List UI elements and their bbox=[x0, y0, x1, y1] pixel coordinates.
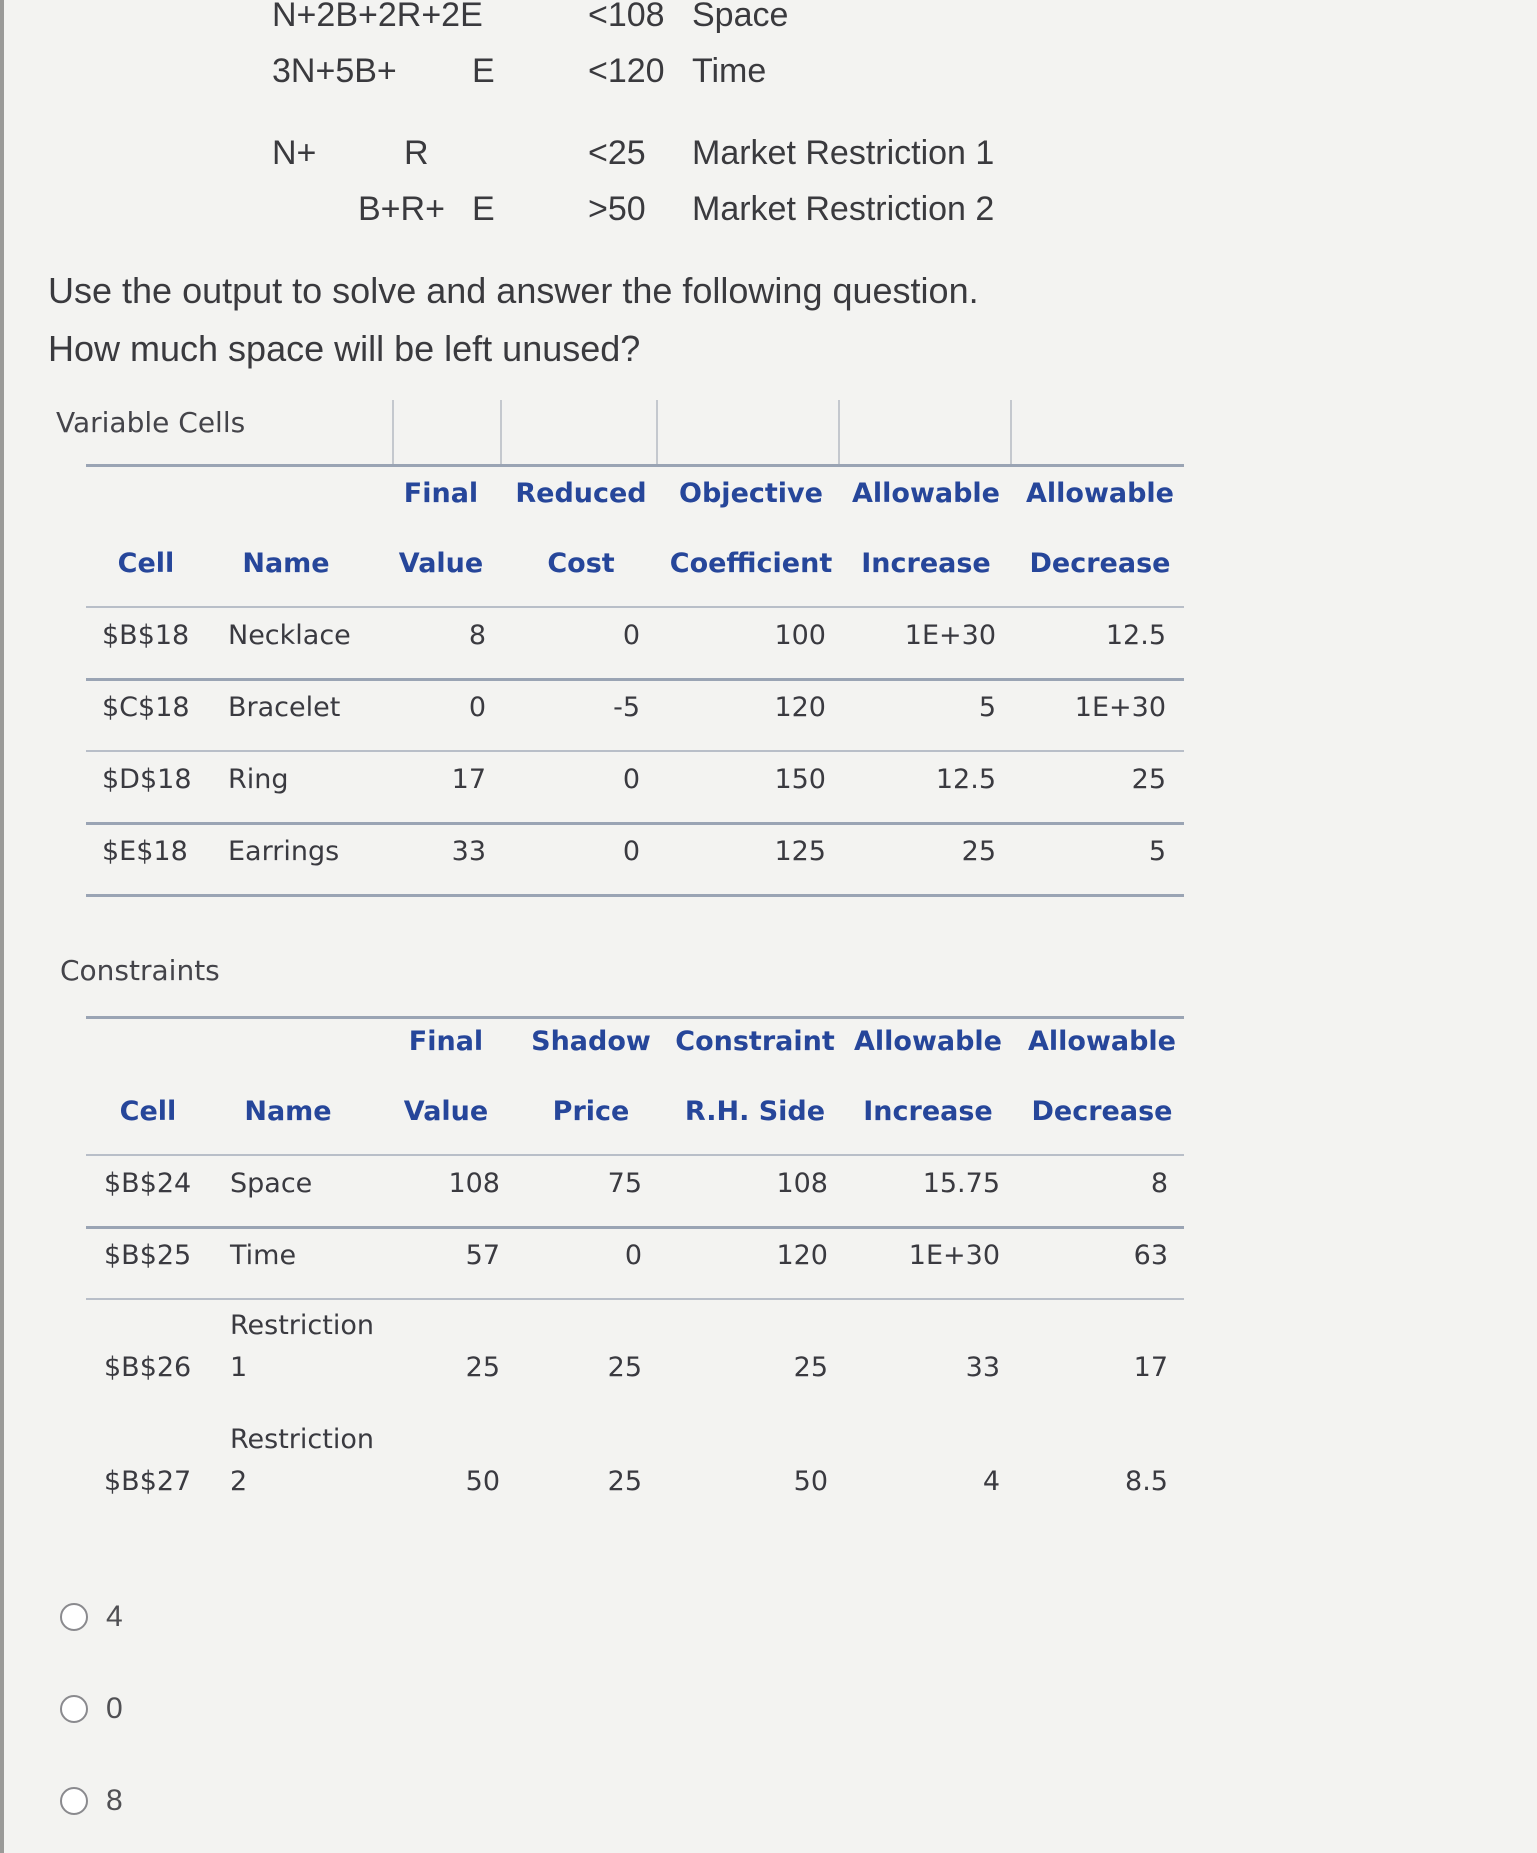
constraint-expr-r: R bbox=[404, 134, 429, 172]
row-reduced: 0 bbox=[622, 764, 640, 795]
row-name: Space bbox=[230, 1168, 313, 1199]
constraint-label: Time bbox=[692, 52, 767, 90]
header-cell: Cell bbox=[117, 548, 175, 579]
table-rule bbox=[86, 678, 1184, 681]
header-allowable-inc: Allowable bbox=[851, 478, 1000, 509]
row-objective: 125 bbox=[774, 836, 826, 867]
header-price: Price bbox=[552, 1096, 630, 1127]
table-rule bbox=[86, 1298, 1184, 1300]
row-name: Restriction bbox=[230, 1310, 374, 1341]
constraint-expr-e: E bbox=[472, 190, 495, 228]
constraint-line-space bbox=[0, 0, 1100, 40]
row-rhs: 25 bbox=[793, 1352, 828, 1383]
row-increase: 1E+30 bbox=[908, 1240, 1000, 1271]
row-name: Ring bbox=[228, 764, 289, 795]
row-final: 108 bbox=[448, 1168, 500, 1199]
header-decrease: Decrease bbox=[1029, 548, 1171, 579]
table-rule bbox=[86, 464, 1184, 467]
table-rule bbox=[86, 822, 1184, 825]
header-final: Final bbox=[408, 1026, 484, 1057]
row-objective: 150 bbox=[774, 764, 826, 795]
constraint-line-market2 bbox=[0, 190, 1100, 230]
row-increase: 33 bbox=[965, 1352, 1000, 1383]
header-cost: Cost bbox=[547, 548, 615, 579]
row-reduced: 0 bbox=[622, 836, 640, 867]
row-cell: $B$18 bbox=[102, 620, 190, 651]
row-shadow: 75 bbox=[607, 1168, 642, 1199]
row-name-suffix: 2 bbox=[230, 1466, 248, 1497]
row-rhs: 120 bbox=[776, 1240, 828, 1271]
table-rule bbox=[86, 894, 1184, 897]
constraint-rel: <120 bbox=[588, 52, 665, 90]
grid-divider bbox=[656, 400, 658, 466]
constraint-line-market1 bbox=[0, 134, 1100, 174]
variable-cells-title: Variable Cells bbox=[56, 406, 246, 439]
row-name: Time bbox=[230, 1240, 297, 1271]
answer-option-2[interactable] bbox=[60, 1692, 123, 1726]
row-decrease: 12.5 bbox=[1105, 620, 1166, 651]
grid-divider bbox=[392, 400, 394, 466]
header-reduced: Reduced bbox=[515, 478, 647, 509]
grid-divider bbox=[838, 400, 840, 466]
constraint-expr-e: E bbox=[472, 52, 495, 90]
row-increase: 12.5 bbox=[935, 764, 996, 795]
header-coefficient: Coefficient bbox=[669, 548, 833, 579]
header-objective: Objective bbox=[679, 478, 823, 509]
table-rule bbox=[86, 1016, 1184, 1019]
row-increase: 5 bbox=[978, 692, 996, 723]
row-reduced: 0 bbox=[622, 620, 640, 651]
row-increase: 25 bbox=[961, 836, 996, 867]
row-decrease: 17 bbox=[1133, 1352, 1168, 1383]
row-decrease: 8.5 bbox=[1125, 1466, 1168, 1497]
row-shadow: 25 bbox=[607, 1466, 642, 1497]
row-objective: 120 bbox=[774, 692, 826, 723]
header-allowable-dec: Allowable bbox=[1027, 1026, 1176, 1057]
header-final: Final bbox=[403, 478, 479, 509]
table-rule bbox=[86, 1226, 1184, 1229]
constraint-label: Market Restriction 1 bbox=[692, 134, 995, 172]
variable-cells-table bbox=[86, 464, 1184, 904]
header-allowable-inc: Allowable bbox=[853, 1026, 1002, 1057]
option-label: 0 bbox=[106, 1692, 123, 1725]
constraints-title: Constraints bbox=[60, 954, 220, 987]
constraints-table bbox=[86, 1010, 1184, 1530]
row-final: 25 bbox=[465, 1352, 500, 1383]
header-constraint: Constraint bbox=[675, 1026, 835, 1057]
constraint-label: Market Restriction 2 bbox=[692, 190, 995, 228]
row-cell: $C$18 bbox=[102, 692, 190, 723]
header-shadow: Shadow bbox=[531, 1026, 651, 1057]
option-label: 4 bbox=[106, 1600, 123, 1633]
row-decrease: 5 bbox=[1148, 836, 1166, 867]
option-label: 8 bbox=[106, 1784, 123, 1817]
radio-button[interactable] bbox=[60, 1787, 88, 1815]
row-final: 8 bbox=[468, 620, 486, 651]
table-rule bbox=[86, 750, 1184, 752]
question-line-2: How much space will be left unused? bbox=[48, 328, 641, 369]
row-cell: $D$18 bbox=[102, 764, 192, 795]
table-rule bbox=[86, 1154, 1184, 1156]
header-increase: Increase bbox=[861, 548, 991, 579]
answer-option-1[interactable] bbox=[60, 1600, 123, 1634]
row-final: 17 bbox=[451, 764, 486, 795]
row-rhs: 50 bbox=[793, 1466, 828, 1497]
constraint-label: Space bbox=[692, 0, 789, 34]
row-objective: 100 bbox=[774, 620, 826, 651]
row-name: Bracelet bbox=[228, 692, 341, 723]
grid-divider bbox=[1010, 400, 1012, 466]
row-final: 50 bbox=[465, 1466, 500, 1497]
row-decrease: 25 bbox=[1131, 764, 1166, 795]
row-increase: 15.75 bbox=[922, 1168, 1000, 1199]
row-cell: $B$27 bbox=[104, 1466, 192, 1497]
constraint-rel: <25 bbox=[588, 134, 646, 172]
constraint-rel: >50 bbox=[588, 190, 646, 228]
row-increase: 1E+30 bbox=[904, 620, 996, 651]
table-rule bbox=[86, 606, 1184, 608]
row-decrease: 63 bbox=[1133, 1240, 1168, 1271]
constraint-expr: B+R+ bbox=[358, 190, 445, 228]
row-name: Necklace bbox=[228, 620, 351, 651]
grid-divider bbox=[500, 400, 502, 466]
header-cell: Cell bbox=[119, 1096, 177, 1127]
radio-button[interactable] bbox=[60, 1695, 88, 1723]
header-value: Value bbox=[398, 548, 484, 579]
row-increase: 4 bbox=[982, 1466, 1000, 1497]
header-increase: Increase bbox=[863, 1096, 993, 1127]
row-decrease: 8 bbox=[1150, 1168, 1168, 1199]
row-cell: $B$26 bbox=[104, 1352, 192, 1383]
row-final: 33 bbox=[451, 836, 486, 867]
row-cell: $B$25 bbox=[104, 1240, 192, 1271]
header-decrease: Decrease bbox=[1031, 1096, 1173, 1127]
answer-option-3[interactable] bbox=[60, 1784, 123, 1818]
header-value: Value bbox=[403, 1096, 489, 1127]
row-shadow: 25 bbox=[607, 1352, 642, 1383]
row-name-suffix: 1 bbox=[230, 1352, 248, 1383]
row-rhs: 108 bbox=[776, 1168, 828, 1199]
constraint-line-time bbox=[0, 52, 1100, 92]
row-name: Restriction bbox=[230, 1424, 374, 1455]
header-rhs: R.H. Side bbox=[684, 1096, 826, 1127]
constraint-expr: N+2B+2R+2E bbox=[272, 0, 483, 34]
row-reduced: -5 bbox=[613, 692, 640, 723]
constraint-expr: 3N+5B+ bbox=[272, 52, 397, 90]
radio-button[interactable] bbox=[60, 1603, 88, 1631]
question-line-1: Use the output to solve and answer the following question. bbox=[48, 270, 979, 311]
header-name: Name bbox=[242, 548, 330, 579]
header-allowable-dec: Allowable bbox=[1025, 478, 1174, 509]
constraint-rel: <108 bbox=[588, 0, 665, 34]
row-cell: $B$24 bbox=[104, 1168, 192, 1199]
row-shadow: 0 bbox=[624, 1240, 642, 1271]
constraint-expr: N+ bbox=[272, 134, 317, 172]
row-final: 0 bbox=[468, 692, 486, 723]
row-cell: $E$18 bbox=[102, 836, 188, 867]
row-name: Earrings bbox=[228, 836, 340, 867]
header-name: Name bbox=[244, 1096, 332, 1127]
row-final: 57 bbox=[465, 1240, 500, 1271]
row-decrease: 1E+30 bbox=[1074, 692, 1166, 723]
